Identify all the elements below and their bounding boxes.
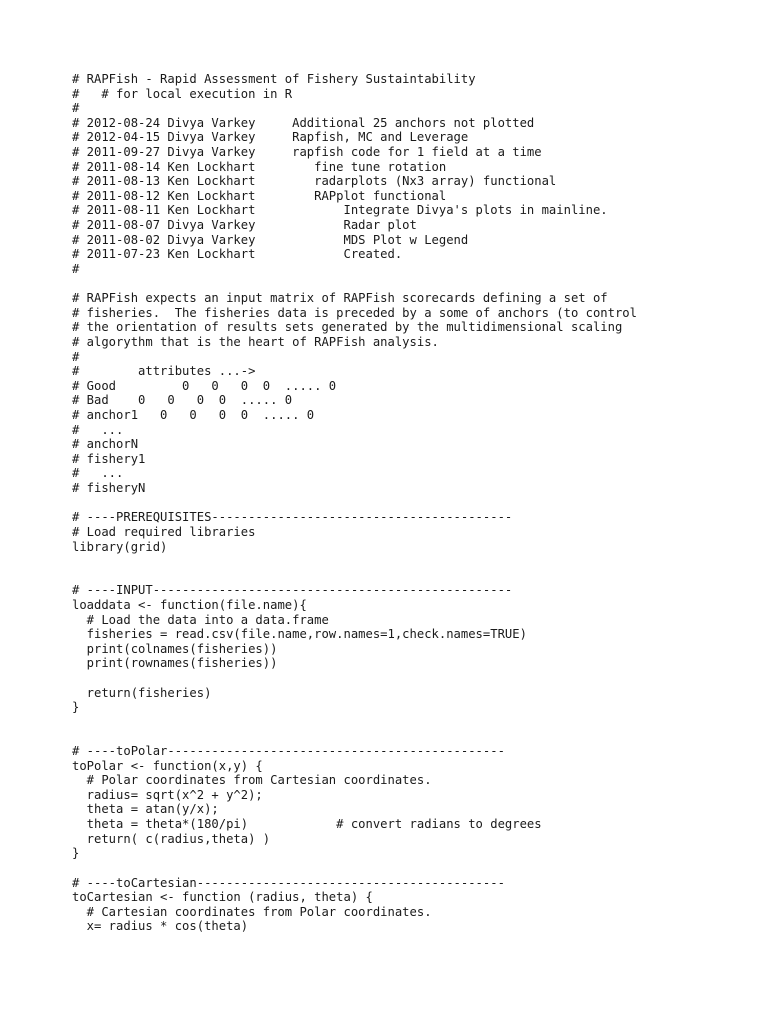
code-line: # 2011-08-02 Divya Varkey MDS Plot w Legend [72,232,469,247]
code-line: theta = atan(y/x); [72,802,219,817]
code-line: return( c(radius,theta) ) [72,831,271,846]
code-line: # 2011-08-13 Ken Lockhart radarplots (Nx3 array) functional [72,174,557,189]
code-line: library(grid) [72,539,168,554]
code-line: # Load the data into a data.frame [72,612,329,627]
code-line: # [72,101,80,116]
code-line: # ----toCartesian------------------------------------------ [72,875,505,890]
code-line: # [72,261,80,276]
code-line: loaddata <- function(file.name){ [72,597,307,612]
code-line: print(rownames(fisheries)) [72,656,278,671]
code-line: # Cartesian coordinates from Polar coordinates. [72,904,432,919]
code-line: # 2012-08-24 Divya Varkey Additional 25 anchors not plotted [72,115,535,130]
code-line [72,671,762,686]
code-line: # ----PREREQUISITES----------------------------------------- [72,510,513,525]
code-line: # anchor1 0 0 0 0 ..... 0 [72,408,315,423]
code-line [72,715,762,730]
code-line: # [72,349,80,364]
code-line: # algorythm that is the heart of RAPFish analysis. [72,334,439,349]
code-line: # 2011-08-14 Ken Lockhart fine tune rotation [72,159,447,174]
code-line: # the orientation of results sets generated by the multidimensional scaling [72,320,623,335]
code-line: return(fisheries) [72,685,212,700]
code-line: # 2011-08-07 Divya Varkey Radar plot [72,218,417,233]
code-line [72,729,762,744]
code-line: # ... [72,422,124,437]
code-line: # fisheryN [72,481,146,496]
code-line: # ----toPolar---------------------------------------------- [72,744,505,759]
code-line [72,277,762,292]
code-line: # 2011-09-27 Divya Varkey rapfish code for 1 field at a time [72,145,542,160]
code-line: # RAPFish expects an input matrix of RAPFish scorecards defining a set of [72,291,608,306]
code-line: # attributes ...-> [72,364,256,379]
code-line: # 2011-08-12 Ken Lockhart RAPplot functional [72,188,447,203]
code-line: fisheries = read.csv(file.name,row.names=1,check.names=TRUE) [72,627,527,642]
code-line: # ----INPUT------------------------------------------------- [72,583,513,598]
code-line: } [72,846,80,861]
code-line: toPolar <- function(x,y) { [72,758,263,773]
code-line: } [72,700,80,715]
code-line [72,554,762,569]
code-line: # Polar coordinates from Cartesian coordinates. [72,773,432,788]
code-line: # ... [72,466,124,481]
code-line: # 2011-08-11 Ken Lockhart Integrate Divya's plots in mainline. [72,203,608,218]
code-line: print(colnames(fisheries)) [72,641,278,656]
code-line: # 2012-04-15 Divya Varkey Rapfish, MC and Leverage [72,130,469,145]
code-line: toCartesian <- function (radius, theta) { [72,890,373,905]
code-line: # 2011-07-23 Ken Lockhart Created. [72,247,403,262]
code-line: # Good 0 0 0 0 ..... 0 [72,378,337,393]
code-line: # # for local execution in R [72,86,293,101]
code-line: # fisheries. The fisheries data is preceded by a some of anchors (to control [72,305,637,320]
code-line: x= radius * cos(theta) [72,919,249,934]
code-line: radius= sqrt(x^2 + y^2); [72,787,263,802]
code-line: # Bad 0 0 0 0 ..... 0 [72,393,293,408]
code-line: # fishery1 [72,451,146,466]
code-line: # anchorN [72,437,139,452]
code-listing [72,72,762,934]
code-line [72,496,762,511]
code-line [72,569,762,584]
code-line: # Load required libraries [72,524,256,539]
code-line [72,861,762,876]
code-line: theta = theta*(180/pi) # convert radians to degrees [72,817,542,832]
code-line: # RAPFish - Rapid Assessment of Fishery Sustaintability [72,72,476,86]
